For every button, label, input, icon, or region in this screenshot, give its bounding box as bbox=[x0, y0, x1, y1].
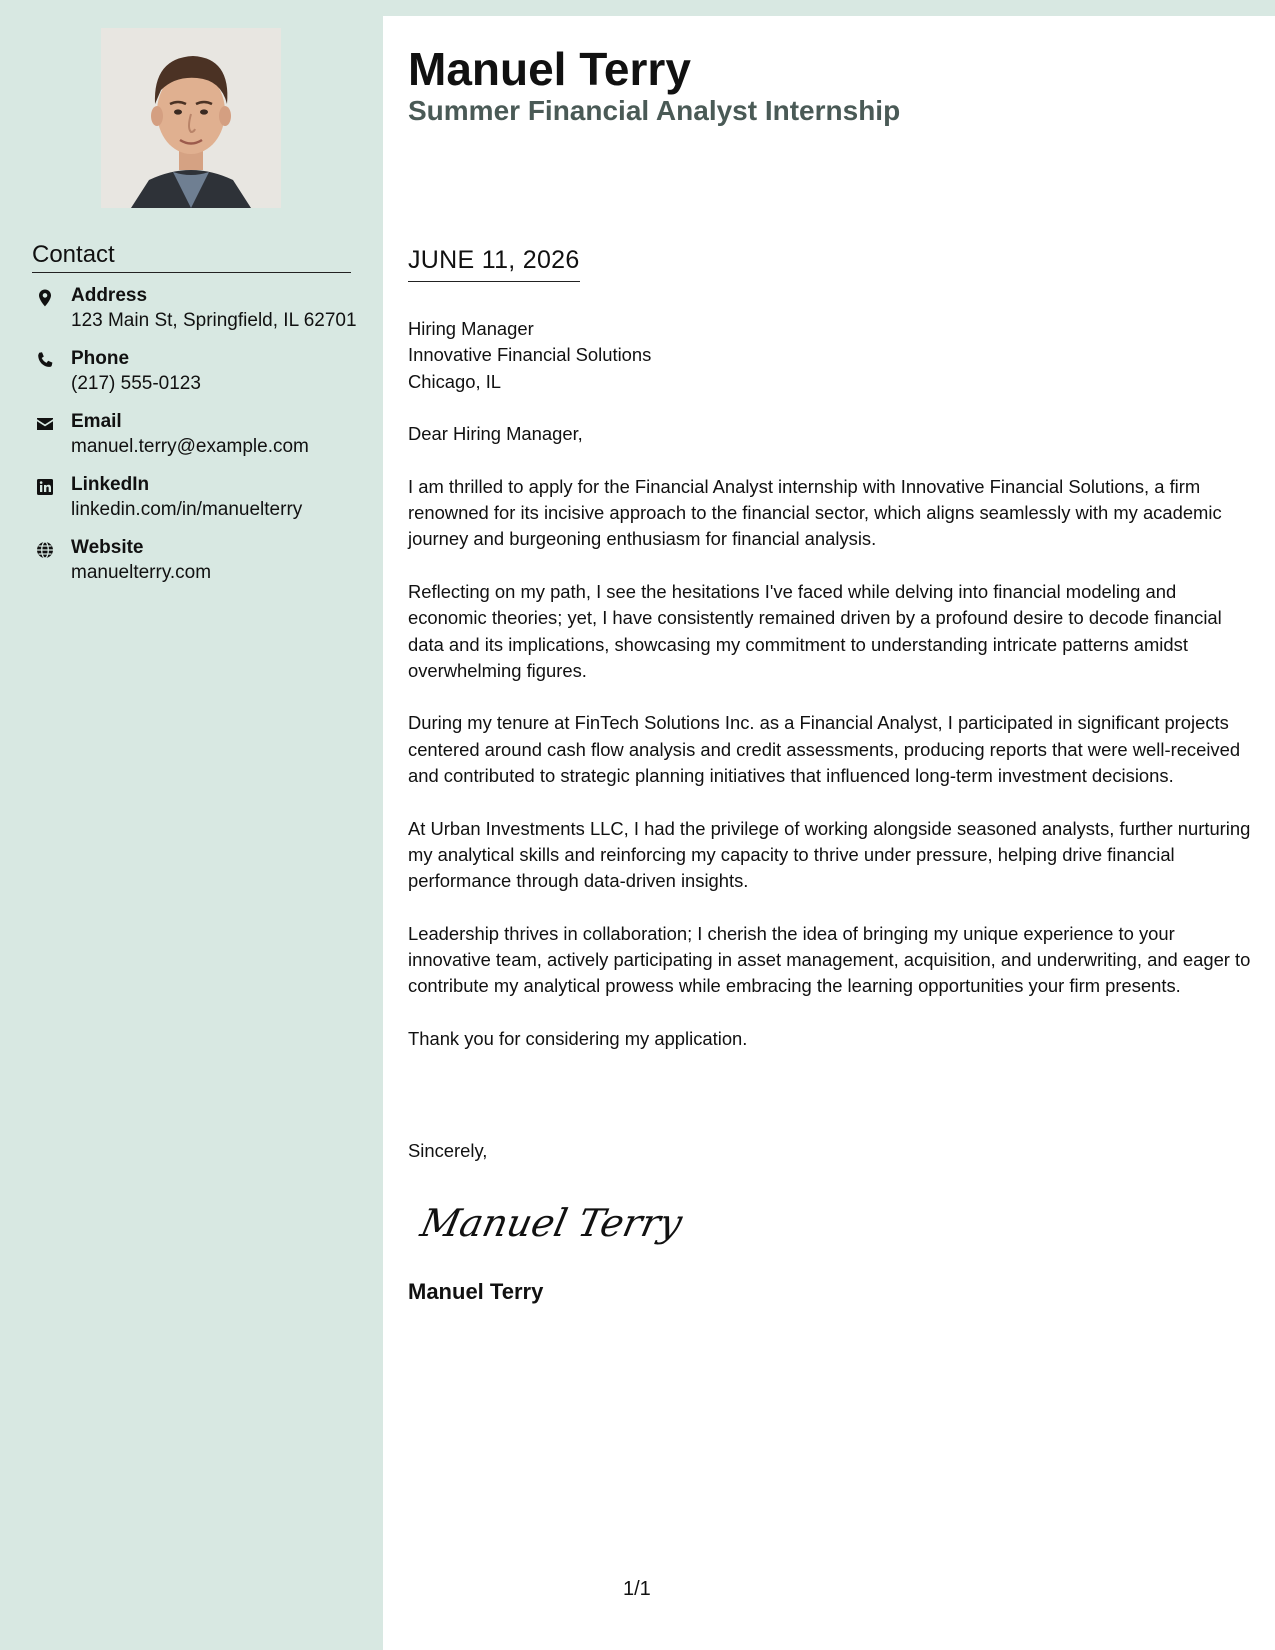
contact-label: LinkedIn bbox=[71, 474, 150, 495]
signature-text: Manuel Terry bbox=[416, 1201, 686, 1246]
contact-label: Phone bbox=[71, 348, 130, 369]
contact-value: linkedin.com/in/manuelterry bbox=[71, 499, 303, 520]
contact-item-website bbox=[32, 536, 362, 599]
contact-value: (217) 555-0123 bbox=[71, 373, 201, 394]
contact-value: 123 Main St, Springfield, IL 62701 bbox=[71, 310, 357, 331]
letter-paragraph: At Urban Investments LLC, I had the privilege of working alongside seasoned analysts, further nurturing my analytical skills and reinforcing my capacity to thrive under pressure, helping drive financial performance through data-driven insights. bbox=[408, 817, 1251, 892]
profile-photo bbox=[101, 28, 281, 208]
letter-paragraph: Leadership thrives in collaboration; I cherish the idea of bringing my unique experience to your innovative team, actively participating in asset management, acquisition, and underwriting, and eager to contribute my analytical prowess while embracing the learning opportunities your firm presents. bbox=[408, 922, 1251, 997]
contact-value: manuelterry.com bbox=[71, 562, 212, 583]
globe-icon bbox=[35, 540, 55, 560]
letter-body bbox=[383, 16, 1275, 1650]
letter-date: JUNE 11, 2026 bbox=[408, 244, 580, 282]
recipient-block bbox=[408, 316, 1253, 395]
signer-name: Manuel Terry bbox=[408, 1279, 544, 1304]
contact-label: Address bbox=[71, 285, 148, 306]
contact-item-address bbox=[32, 284, 362, 347]
letter-paragraph: Reflecting on my path, I see the hesitations I've faced while delving into financial modeling and economic theories; yet, I have consistently remained driven by a profound desire to decode financial data and its implications, showcasing my commitment to understanding intricate patterns amidst overwhelming figures. bbox=[408, 580, 1222, 681]
location-pin-icon bbox=[35, 288, 55, 308]
recipient-line: Innovative Financial Solutions bbox=[408, 344, 652, 366]
letter-content bbox=[408, 316, 1253, 1079]
letter-paragraph: I am thrilled to apply for the Financial Analyst internship with Innovative Financial Solutions, a firm renowned for its incisive approach to the financial sector, which aligns seamlessly with my academic journey and burgeoning enthusiasm for financial analysis. bbox=[408, 475, 1222, 550]
linkedin-icon bbox=[35, 477, 55, 497]
contact-item-phone bbox=[32, 347, 362, 410]
sidebar bbox=[0, 0, 383, 1650]
applicant-role: Summer Financial Analyst Internship bbox=[408, 95, 901, 126]
letter-paragraph: Thank you for considering my application. bbox=[408, 1028, 748, 1050]
letter-paragraph: During my tenure at FinTech Solutions Inc. as a Financial Analyst, I participated in significant projects centered around cash flow analysis and credit assessments, producing reports that were well-received and contributed to strategic planning initiatives that influenced long-term investment decisions. bbox=[408, 712, 1241, 787]
contact-title: Contact bbox=[32, 240, 351, 273]
signature bbox=[416, 1188, 686, 1258]
contact-label: Email bbox=[71, 411, 122, 432]
salutation: Dear Hiring Manager, bbox=[408, 423, 583, 445]
recipient-line: Chicago, IL bbox=[408, 370, 502, 392]
page-number: 1/1 bbox=[623, 1578, 651, 1600]
contact-label: Website bbox=[71, 537, 144, 558]
contact-list bbox=[32, 284, 362, 599]
contact-value: manuel.terry@example.com bbox=[71, 436, 309, 457]
contact-item-email bbox=[32, 410, 362, 473]
contact-item-linkedin bbox=[32, 473, 362, 536]
recipient-line: Hiring Manager bbox=[408, 318, 534, 339]
profile-photo-illustration bbox=[101, 28, 281, 208]
phone-icon bbox=[35, 351, 55, 371]
applicant-name: Manuel Terry bbox=[408, 43, 691, 95]
closing: Sincerely, bbox=[408, 1140, 488, 1161]
envelope-icon bbox=[35, 414, 55, 434]
